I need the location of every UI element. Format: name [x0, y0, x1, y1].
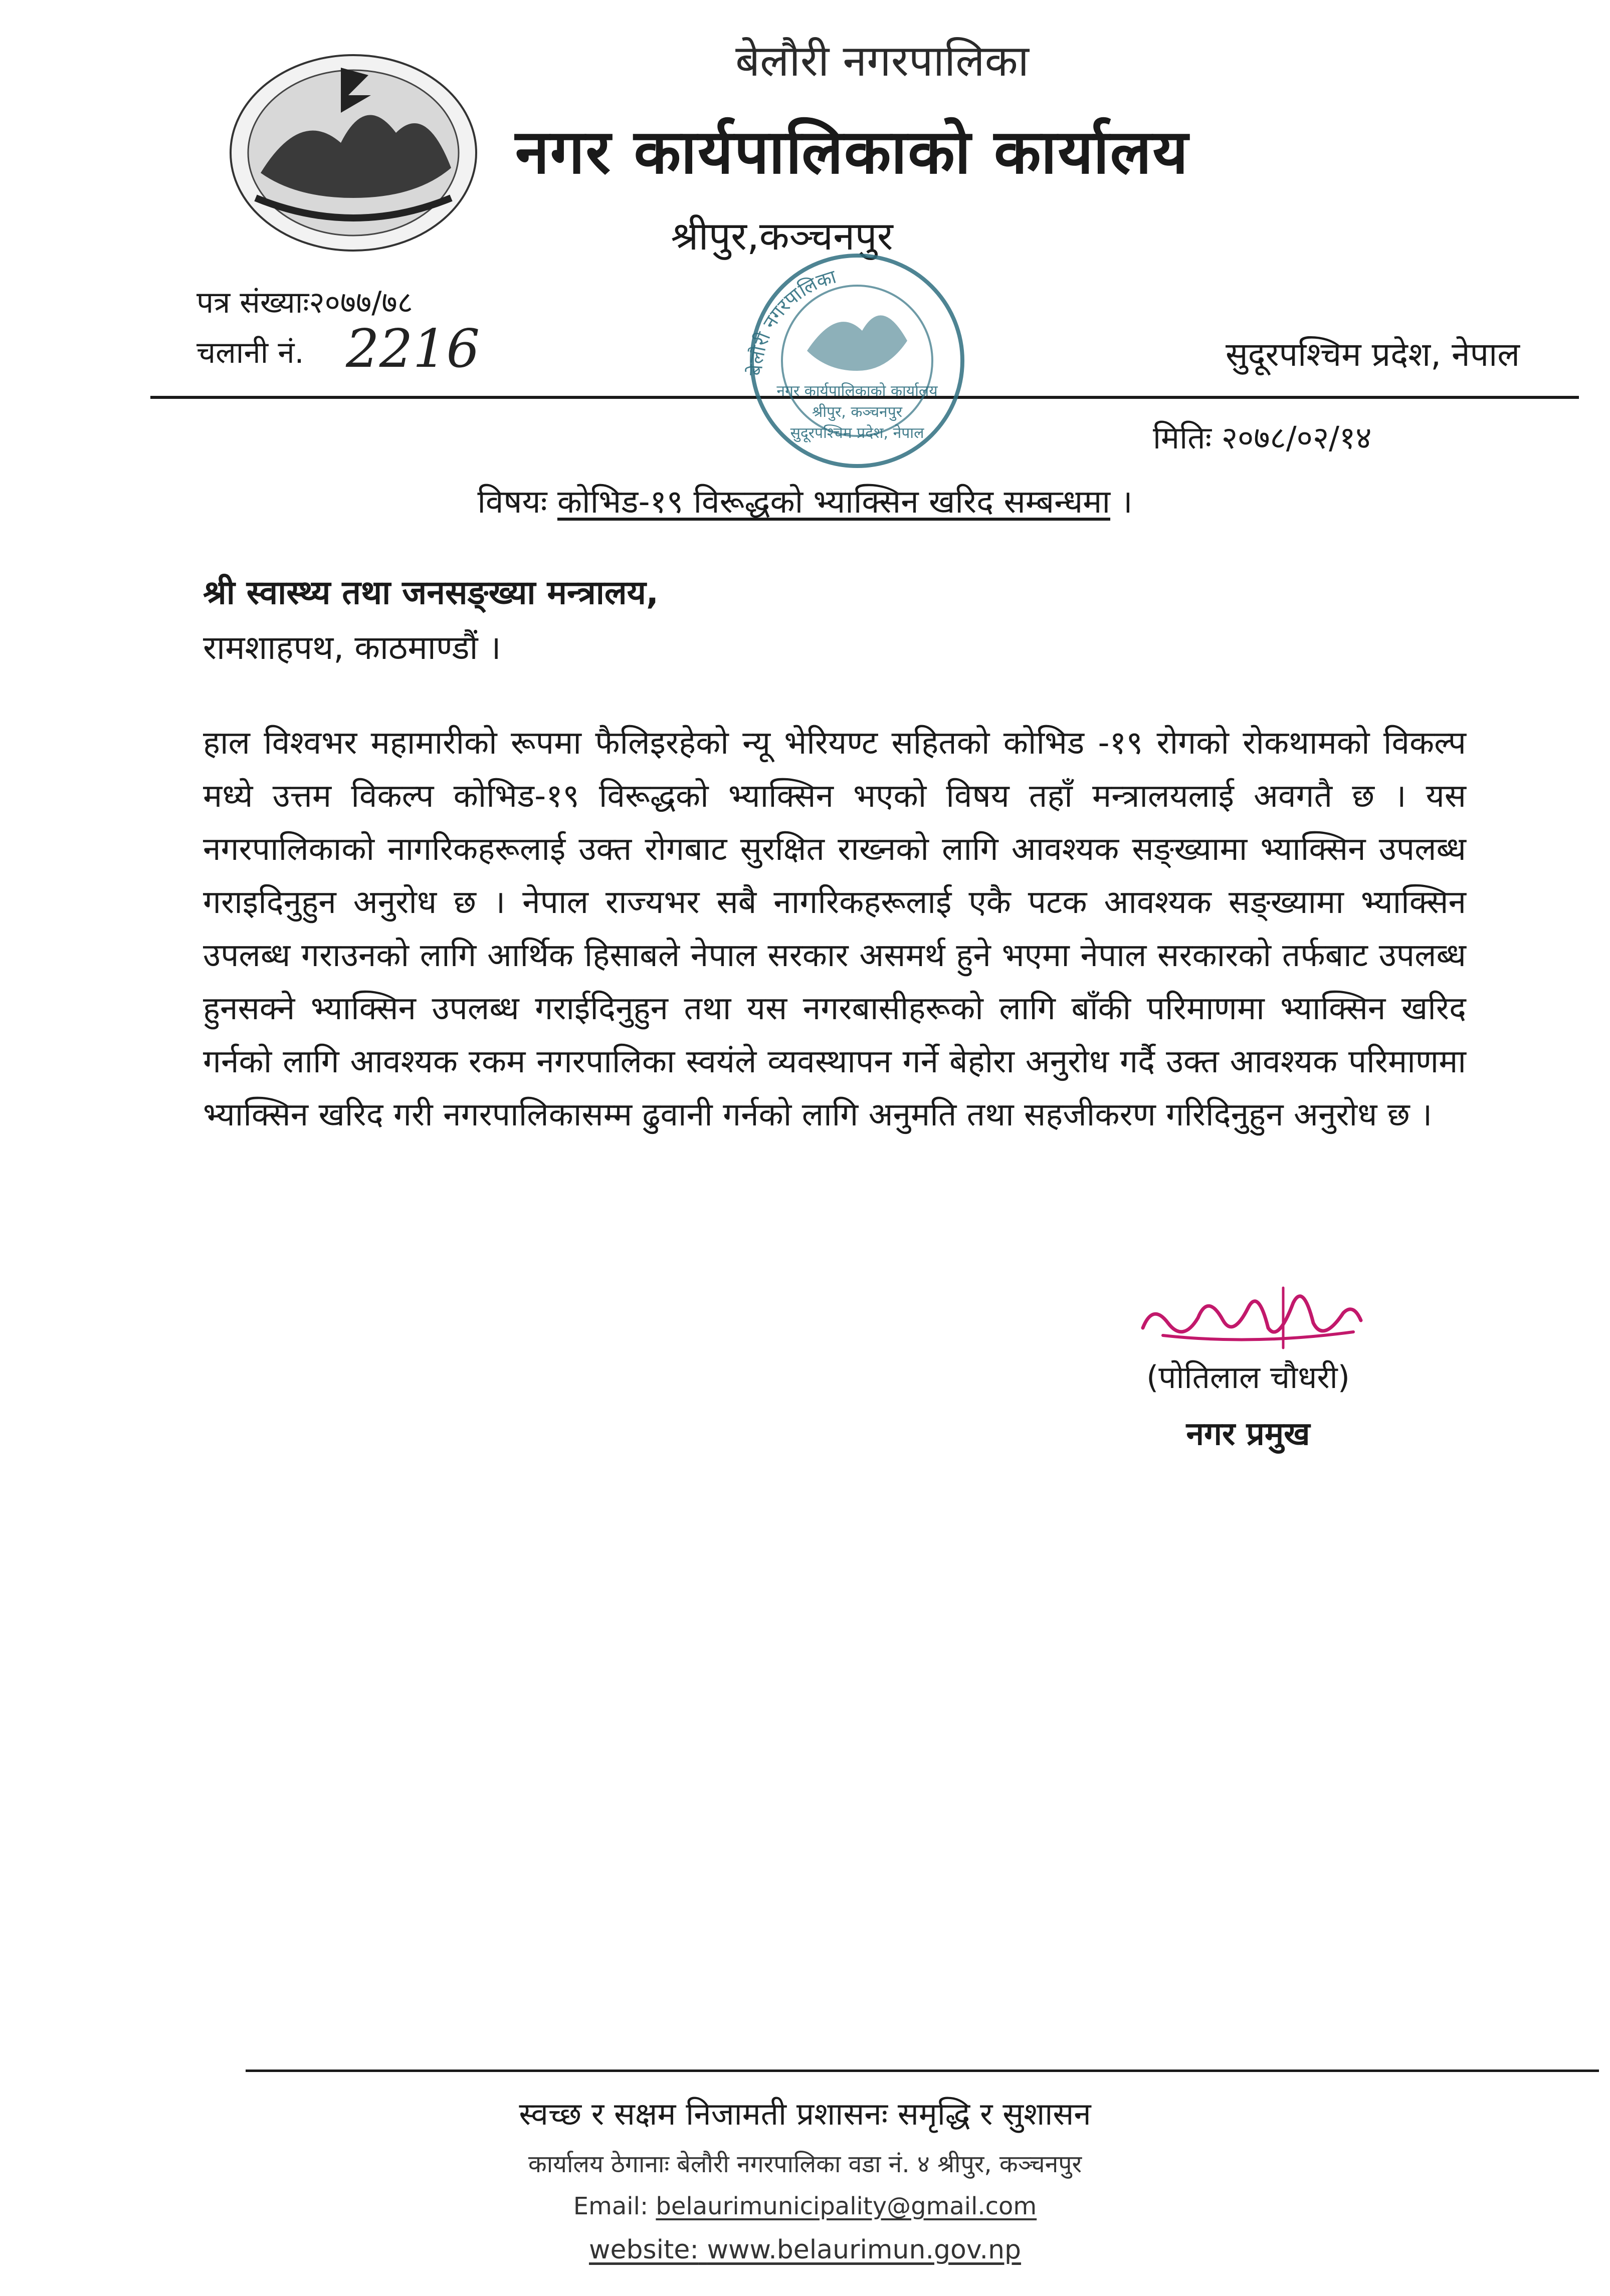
subject-end: । — [1120, 484, 1133, 521]
seal-line-address: श्रीपुर, कञ्चनपुर — [812, 403, 903, 421]
seal-ring-text: बेलौरी नगरपालिका — [744, 265, 839, 376]
footer-website — [0, 2235, 1610, 2265]
subject-label: विषयः — [477, 484, 547, 521]
office-title: नगर कार्यपालिकाको कार्यालय — [515, 116, 1189, 187]
province-name: सुदूरपश्चिम प्रदेश, नेपाल — [1225, 335, 1520, 374]
recipient-address: रामशाहपथ, काठमाण्डौं । — [203, 628, 501, 667]
municipality-name: बेलौरी नगरपालिका — [735, 36, 1029, 86]
subject-text: कोभिड-१९ विरूद्धको भ्याक्सिन खरिद सम्बन्धमा — [557, 484, 1111, 521]
footer-email — [0, 2192, 1610, 2220]
email-label: Email: — [573, 2192, 649, 2220]
website-link[interactable]: www.belaurimun.gov.np — [707, 2235, 1022, 2265]
signature-scribble-icon — [1133, 1273, 1368, 1358]
email-link[interactable]: belaurimunicipality@gmail.com — [656, 2192, 1037, 2220]
office-seal-stamp — [727, 231, 987, 491]
recipient-name: श्री स्वास्थ्य तथा जनसङ्ख्या मन्त्रालय, — [203, 573, 659, 612]
subject-line — [0, 479, 1610, 522]
letter-body: हाल विश्वभर महामारीको रूपमा फैलिइरहेको न्यू भेरियण्ट सहितको कोभिड -१९ रोगको रोकथामको विकल्प मध्ये उत्तम विकल्प कोभिड-१९ विरूद्धको भ्याक्सिन भएको विषय तहाँ मन्त्रालयलाई अवगतै छ । यस नगरपालिकाको नागरिकहरूलाई उक्त रोगबाट सुरक्षित राख्नको लागि आवश्यक सङ्ख्यामा भ्याक्सिन उपलब्ध गराइदिनुहुन अनुरोध छ । नेपाल राज्यभर सबै नागरिकहरूलाई एकै पटक आवश्यक सङ्ख्यामा भ्याक्सिन उपलब्ध गराउनको लागि आर्थिक हिसाबले नेपाल सरकार असमर्थ हुने भएमा नेपाल सरकारको तर्फबाट उपलब्ध हुनसक्ने भ्याक्सिन उपलब्ध गराईदिनुहुन तथा यस नगरबासीहरूको लागि बाँकी परिमाणमा भ्याक्सिन खरिद गर्नको लागि आवश्यक रकम नगरपालिका स्वयंले व्यवस्थापन गर्ने बेहोरा अनुरोध गर्दै उक्त आवश्यक परिमाणमा भ्याक्सिन खरिद गरी नगरपालिकासम्म ढुवानी गर्नको लागि अनुमति तथा सहजीकरण गरिदिनुहुन अनुरोध छ । — [203, 725, 1467, 1133]
dispatch-number-label: चलानी नं. — [196, 335, 304, 370]
dispatch-number-handwritten: 2216 — [346, 318, 480, 379]
nepal-emblem-icon — [226, 48, 481, 253]
signatory-name: (पोतिलाल चौधरी) — [1146, 1359, 1350, 1396]
seal-line-office: नगर कार्यपालिकाको कार्यालय — [776, 382, 938, 400]
footer-address: कार्यालय ठेगानाः बेलौरी नगरपालिका वडा नं. ४ श्रीपुर, कञ्चनपुर — [528, 2150, 1082, 2178]
website-label: website: — [588, 2235, 699, 2265]
signatory-title: नगर प्रमुख — [1186, 1416, 1310, 1453]
seal-line-province: सुदूरपश्चिम प्रदेश, नेपाल — [790, 424, 924, 442]
footer-slogan: स्वच्छ र सक्षम निजामती प्रशासनः समृद्धि र सुशासन — [519, 2096, 1091, 2132]
letter-reference-number: पत्र संख्याः२०७७/७८ — [196, 285, 413, 320]
letter-date: मितिः २०७८/०२/१४ — [1153, 419, 1372, 456]
office-address: श्रीपुर,कञ्चनपुर — [671, 214, 893, 259]
footer-divider — [246, 2070, 1599, 2072]
